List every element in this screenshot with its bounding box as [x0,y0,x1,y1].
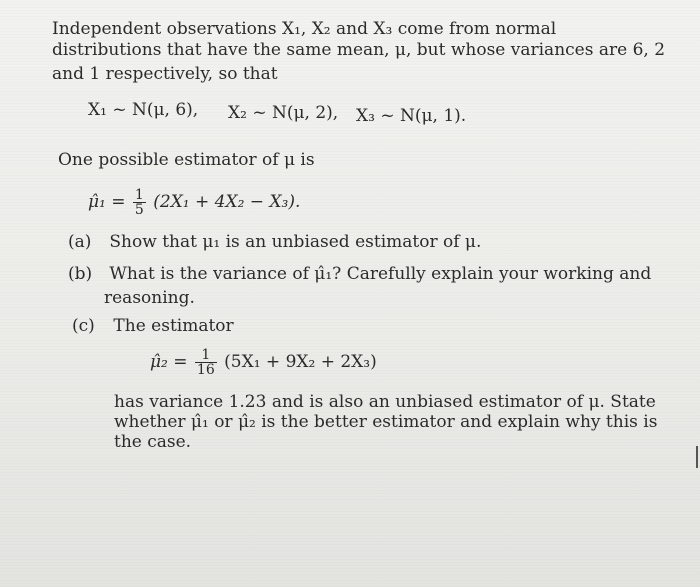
estimator-2-fraction [195,348,217,377]
estimator-2-denominator: 16 [196,362,215,378]
part-b-text-line-2: reasoning. [104,288,195,308]
distribution-x3: X₃ ~ N(μ, 1). [356,106,467,126]
estimator-1-rhs: (2X₁ + 4X₂ − X₃). [153,192,301,212]
part-c-line-1: has variance 1.23 and is also an unbiased estimator of μ. State [114,392,656,412]
estimator-2-lhs: μ̂₂ = [150,352,188,372]
distribution-x1: X₁ ~ N(μ, 6), [88,100,199,120]
part-a [68,232,481,252]
estimator-1-numerator: 1 [134,187,144,203]
part-b-label: (b) [68,264,93,284]
intro-line-2: distributions that have the same mean, μ, but whose variances are 6, 2 [52,40,666,60]
estimator-1-denominator: 5 [134,202,144,218]
estimator-2-numerator: 1 [195,348,217,363]
estimator-1-fraction [133,188,146,217]
part-c-text: The estimator [113,316,234,336]
part-c-line-2: whether μ̂₁ or μ̂₂ is the better estimator and explain why this is [114,412,658,432]
intro-line-3: and 1 respectively, so that [52,64,278,84]
part-c [72,316,234,336]
part-c-label: (c) [72,316,95,336]
estimator-1-formula [88,188,300,217]
page-edge-mark [696,446,698,468]
part-b [68,264,651,284]
estimator-2-formula [150,348,377,377]
part-c-line-3: the case. [114,432,192,452]
distribution-x2: X₂ ~ N(μ, 2), [228,103,339,123]
part-a-label: (a) [68,232,92,252]
part-a-text: Show that μ₁ is an unbiased estimator of μ. [109,232,482,252]
estimator-1-lhs: μ̂₁ = [88,192,126,212]
intro-line-1: Independent observations X₁, X₂ and X₃ come from normal [52,19,557,39]
estimator-intro: One possible estimator of μ is [58,150,315,170]
estimator-2-rhs: (5X₁ + 9X₂ + 2X₃) [224,352,377,372]
part-b-text-line-1: What is the variance of μ̂₁? Carefully explain your working and [109,264,652,284]
